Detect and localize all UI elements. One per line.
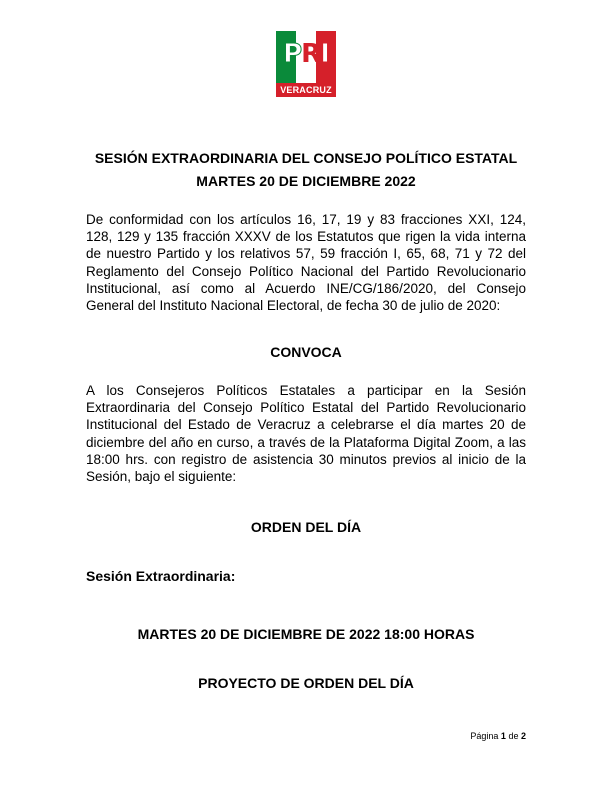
logo-letter-r: R [301,39,321,69]
session-datetime: MARTES 20 DE DICIEMBRE DE 2022 18:00 HORAS [137,626,475,642]
orden-del-dia-heading: ORDEN DEL DÍA [250,519,362,535]
pri-veracruz-logo [276,31,336,99]
pri-emblem [276,31,336,83]
document-title-line2: MARTES 20 DE DICIEMBRE 2022 [196,173,416,189]
page-number: Página 1 de 2 [470,731,526,741]
session-label: Sesión Extraordinaria: [86,568,236,584]
convoca-paragraph: A los Consejeros Políticos Estatales a participar en la Sesión Extraordinaria del Consejo Político Estatal del Partido Revolucionario Institucional del Estado de Veracruz a celebrarse el día martes 20 de diciembre del año en curso, a través de la Plataforma Digital Zoom, a las 18:00 hrs. con registro de asistencia 30 minutos previos al inicio de la Sesión, bajo el siguiente: [86,383,526,485]
convoca-heading: CONVOCA [270,344,342,360]
proyecto-heading: PROYECTO DE ORDEN DEL DÍA [198,675,414,691]
intro-paragraph: De conformidad con los artículos 16, 17, 19 y 83 fracciones XXI, 124, 128, 129 y 135 fracción XXXV de los Estatutos que rigen la vida interna de nuestro Partido y los relativos 57, 59 fracción I, 65, 68, 71 y 72 del Reglamento del Consejo Político Nacional del Partido Revolucionario Institucional, así como al Acuerdo INE/CG/186/2020, del Consejo General del Instituto Nacional Electoral, de fecha 30 de julio de 2020: [86,212,526,314]
logo-letter-p: P [283,39,302,69]
logo-banner: VERACRUZ [276,83,336,97]
logo-letter-i: I [320,39,329,69]
document-title-line1: SESIÓN EXTRAORDINARIA DEL CONSEJO POLÍTICO ESTATAL [94,150,518,166]
